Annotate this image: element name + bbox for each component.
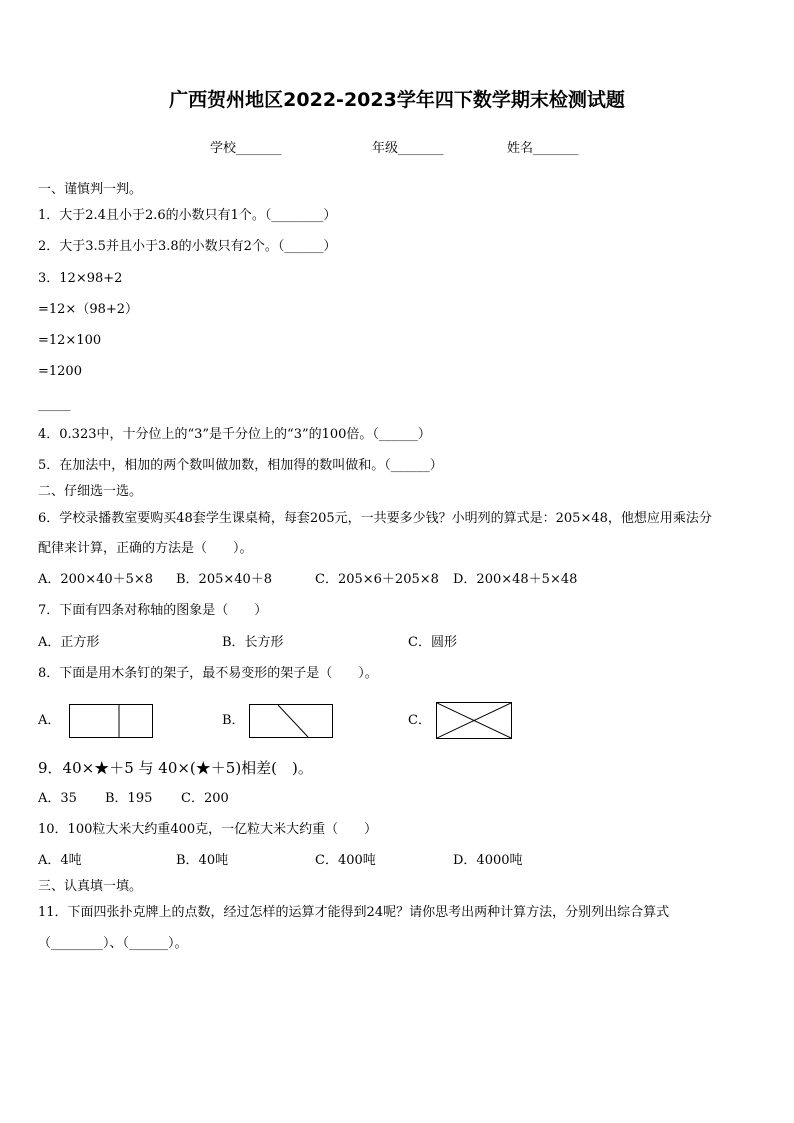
question-6-option-a[interactable]: A．200×40＋5×8 (38, 572, 154, 587)
question-5: 5．在加法中，相加的两个数叫做加数，相加得的数叫做和。（______） (38, 458, 443, 473)
question-11-line-2[interactable]: （________）、（______）。 (38, 936, 188, 951)
question-7-option-c[interactable]: C．圆形 (408, 635, 457, 650)
name-field[interactable]: 姓名_______ (507, 141, 579, 156)
question-9-option-b[interactable]: B．195 (105, 791, 153, 806)
question-7-option-a[interactable]: A．正方形 (38, 635, 100, 650)
frame-a-divider (70, 705, 152, 737)
question-2: 2．大于3.5并且小于3.8的小数只有2个。（______） (38, 239, 337, 254)
question-4: 4．0.323中，十分位上的“3”是千分位上的“3”的100倍。（______） (38, 427, 431, 442)
question-9-stem: 9．40×★＋5 与 40×(★＋5)相差( )。 (38, 759, 313, 777)
question-9-option-c[interactable]: C．200 (181, 791, 229, 806)
frame-b-figure (249, 704, 333, 738)
question-8-option-a[interactable]: A． (38, 713, 61, 728)
question-6-line-1: 6．学校录播教室要购买48套学生课桌椅，每套205元，一共要多少钱？小明列的算式是：205×48，他想应用乘法分 (38, 511, 712, 526)
school-field[interactable]: 学校_______ (210, 141, 282, 156)
question-10-stem: 10．100粒大米大约重400克，一亿粒大米大约重（ ） (38, 822, 378, 837)
section-heading-1: 一、谨慎判一判。 (38, 182, 143, 197)
section-heading-2: 二、仔细选一选。 (38, 484, 143, 499)
question-3-line-2: =12×（98+2） (38, 302, 139, 317)
frame-a-figure (69, 704, 153, 738)
question-3-answer-blank[interactable]: _____ (38, 397, 71, 412)
question-8-stem: 8．下面是用木条钉的架子，最不易变形的架子是（ ）。 (38, 666, 378, 681)
question-3-line-4: =1200 (38, 364, 82, 379)
question-10-option-a[interactable]: A．4吨 (38, 853, 82, 868)
question-10-option-c[interactable]: C．400吨 (315, 853, 376, 868)
frame-c-cross-braces (437, 703, 511, 738)
question-8-option-b[interactable]: B． (222, 713, 245, 728)
question-3-line-1: 3．12×98+2 (38, 271, 123, 286)
question-3-line-3: =12×100 (38, 333, 102, 348)
section-heading-3: 三、认真填一填。 (38, 879, 143, 894)
question-6-line-2: 配律来计算，正确的方法是（ ）。 (38, 541, 253, 556)
page-title: 广西贺州地区2022-2023学年四下数学期末检测试题 (169, 89, 625, 111)
question-10-option-b[interactable]: B．40吨 (176, 853, 229, 868)
question-11-line-1: 11．下面四张扑克牌上的点数，经过怎样的运算才能得到24呢？请你思考出两种计算方法，分别列出综合算式 (38, 905, 670, 920)
question-9-option-a[interactable]: A．35 (38, 791, 77, 806)
question-8-option-c[interactable]: C． (408, 713, 431, 728)
question-7-stem: 7．下面有四条对称轴的图象是（ ） (38, 603, 268, 618)
question-10-option-d[interactable]: D．4000吨 (453, 853, 523, 868)
frame-c-figure (436, 702, 512, 739)
question-1: 1．大于2.4且小于2.6的小数只有1个。（________） (38, 208, 337, 223)
question-6-option-c[interactable]: C．205×6＋205×8 (315, 572, 439, 587)
frame-b-diagonal (250, 705, 332, 737)
question-7-option-b[interactable]: B．长方形 (222, 635, 284, 650)
question-6-option-d[interactable]: D．200×48＋5×48 (453, 572, 578, 587)
grade-field[interactable]: 年级_______ (372, 141, 444, 156)
question-6-option-b[interactable]: B．205×40＋8 (176, 572, 273, 587)
